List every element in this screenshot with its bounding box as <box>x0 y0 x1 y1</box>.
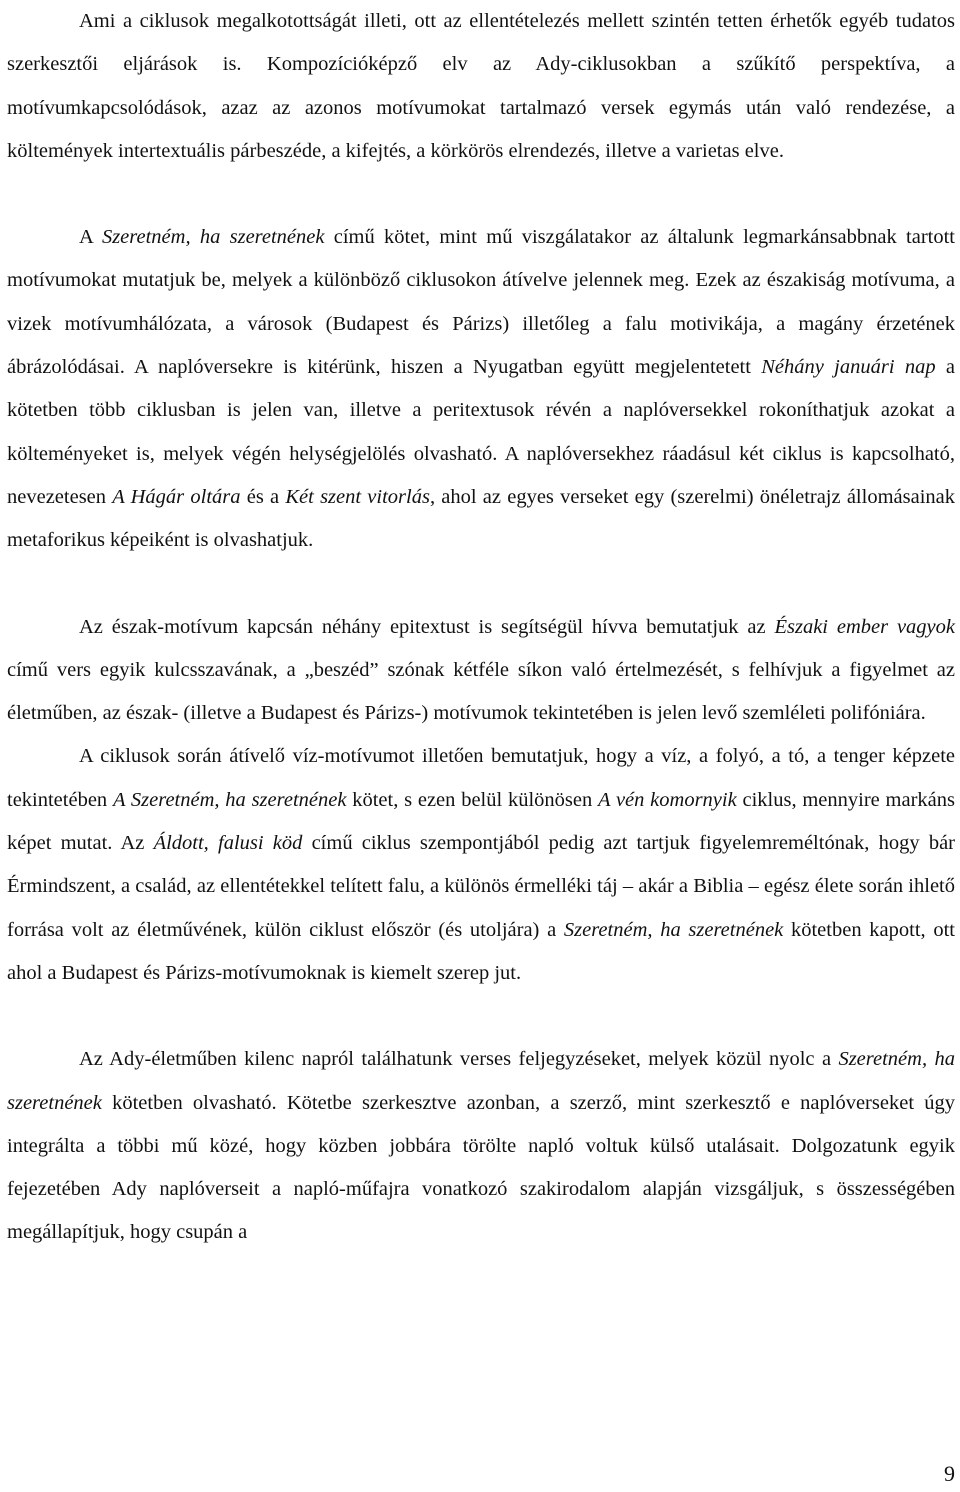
italic-title-text: A Hágár oltára <box>112 485 241 508</box>
body-text: A ciklusok során átívelő víz-motívumot illetően bemutatjuk, hogy a víz, a folyó, a tó, a tenger képzete tekintetében <box>7 745 955 811</box>
italic-title-text: Északi ember vagyok <box>774 615 955 638</box>
body-text: Az észak-motívum kapcsán néhány epitextust is segítségül hívva bemutatjuk az <box>79 615 775 638</box>
body-text: című kötet, mint mű viszgálatakor az általunk legmarkánsabbnak tartott motívumokat mutatjuk be, melyek a különböző ciklusokon átívelve jelennek meg. Ezek az északiság motívuma, a vizek motívumhálózata, a városok (Budapest és Párizs) illetőleg a falu motivikája, a magány érzetének ábrázolódásai. A naplóversekre is kitérünk, hiszen a Nyugatban együtt megjelentetett <box>7 226 955 379</box>
italic-title-text: A vén komornyik <box>598 788 737 811</box>
italic-title-text: Áldott, falusi köd <box>153 832 303 855</box>
document-page <box>7 0 955 1255</box>
body-text: című vers egyik kulcsszavának, a „beszéd” szónak kétféle síkon való értelmezését, s felhívjuk a figyelmet az életműben, az észak- (illetve a Budapest és Párizs-) motívumok tekintetében is jelen levő szemléleti polifóniára. <box>7 658 955 725</box>
paragraph-2 <box>7 216 955 562</box>
body-text: Az Ady-életműben kilenc napról találhatunk verses feljegyzéseket, melyek közül nyolc a <box>79 1048 839 1071</box>
page-number: 9 <box>944 1461 955 1486</box>
body-text: a kötetben több ciklusban is jelen van, illetve a peritextusok révén a naplóversekkel rokoníthatjuk azokat a költeményeket is, melyek végén helységjelölés olvasható. A naplóversekhez ráadásul két ciklus is kapcsolható, nevezetesen <box>7 356 955 508</box>
italic-title-text: Szeretném, ha szeretnének <box>563 918 784 941</box>
paragraph-5 <box>7 1038 955 1254</box>
italic-title-text: Szeretném, ha szeretnének <box>101 226 325 249</box>
italic-title-text: A Szeretném, ha szeretnének <box>112 788 347 811</box>
body-text: és a <box>240 485 286 508</box>
body-text: kötetben olvasható. Kötetbe szerkesztve azonban, a szerző, mint szerkesztő e naplóverseket úgy integrálta a többi mű közé, hogy közben jobbára törölte napló voltuk külső utalásait. Dolgozatunk egyik fejezetében Ady naplóverseit a napló-műfajra vonatkozó szakirodalom alapján vizsgáljuk, s összességében megállapítjuk, hogy csupán a <box>7 1091 955 1244</box>
body-text: kötetben kapott, ott ahol a Budapest és Párizs-motívumoknak is kiemelt szerep jut. <box>7 918 955 984</box>
body-text: , ahol az egyes verseket egy (szerelmi) önéletrajz állomásainak metaforikus képeiként is olvashatjuk. <box>7 485 955 552</box>
body-text: kötet, s ezen belül különösen <box>346 788 599 811</box>
paragraph-1 <box>7 0 955 173</box>
italic-title-text: Szeretném, ha szeretnének <box>7 1048 955 1114</box>
italic-title-text: Két szent vitorlás <box>285 485 430 508</box>
italic-title-text: Néhány januári nap <box>761 356 936 379</box>
body-text: ciklus, mennyire markáns képet mutat. Az <box>7 788 955 855</box>
body-text: Ami a ciklusok megalkotottságát illeti, ott az ellentételezés mellett szintén tetten érhetők egyéb tudatos szerkesztői eljárások is. Kompozícióképző elv az Ady-ciklusokban a szűkítő perspektíva, a motívumkapcsolódások, azaz az azonos motívumokat tartalmazó versek egymás után való rendezése, a költemények intertextuális párbeszéde, a kifejtés, a körkörös elrendezés, illetve a varietas elve. <box>7 10 955 162</box>
body-text: című ciklus szempontjából pedig azt tartjuk figyelemreméltónak, hogy bár Érmindszent, a család, az ellentétekkel telített falu, a különös érmelléki táj – akár a Biblia – egész élete során ihlető forrása volt az életművének, külön ciklust először (és utoljára) a <box>7 832 955 941</box>
body-text: A <box>79 226 102 249</box>
paragraph-4 <box>7 735 955 995</box>
paragraph-3 <box>7 606 955 736</box>
